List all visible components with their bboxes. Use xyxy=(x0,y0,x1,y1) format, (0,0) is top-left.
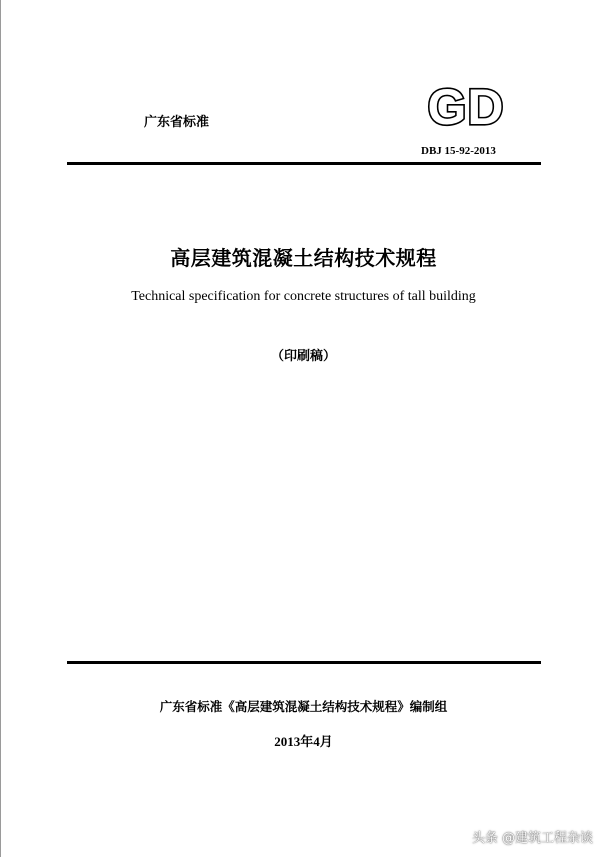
document-title-chinese: 高层建筑混凝土结构技术规程 xyxy=(170,246,437,270)
editing-group: 广东省标准《高层建筑混凝土结构技术规程》编制组 xyxy=(159,699,448,714)
gd-logo-text: GD xyxy=(427,80,505,132)
page-left-border xyxy=(0,0,1,857)
standard-category: 广东省标准 xyxy=(144,115,210,130)
top-divider xyxy=(67,162,541,165)
bottom-divider xyxy=(67,661,541,664)
gd-logo xyxy=(420,80,512,132)
watermark: 头条 @建筑工程杂谈 xyxy=(471,831,593,846)
standard-number: DBJ 15-92-2013 xyxy=(421,145,496,157)
edition-note: （印刷稿） xyxy=(270,349,336,364)
publication-date: 2013年4月 xyxy=(274,734,333,749)
document-title-english: Technical specification for concrete structures of tall building xyxy=(131,289,476,304)
